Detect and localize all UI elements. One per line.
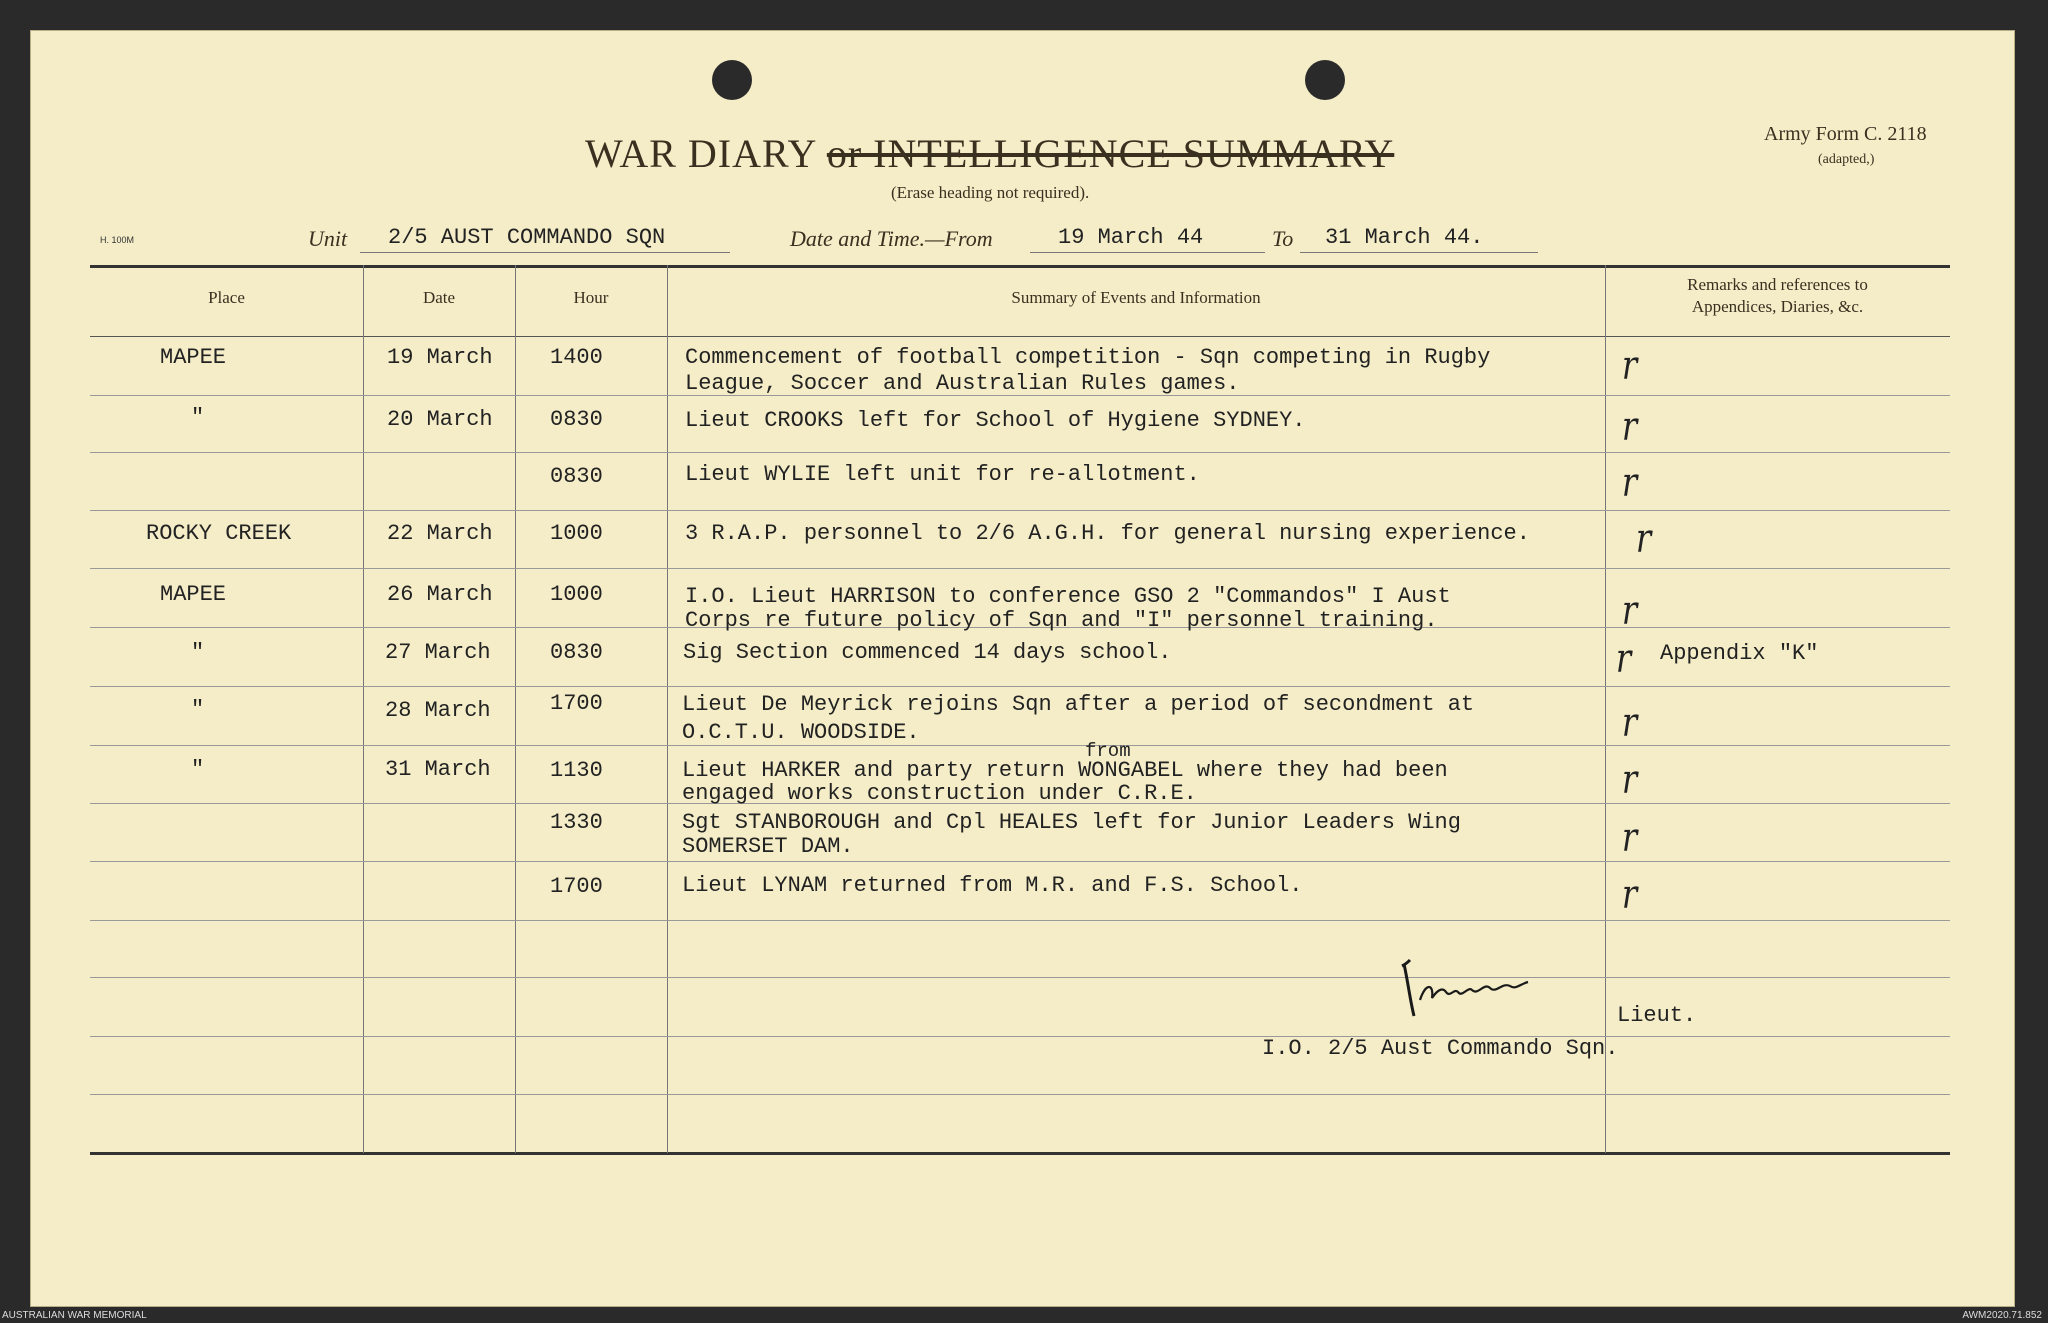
col-header-hour: Hour xyxy=(573,288,609,307)
check-mark: r xyxy=(1615,636,1632,682)
col-header-summary: Summary of Events and Information xyxy=(1011,288,1261,307)
check-mark: r xyxy=(1635,516,1652,562)
unit-label: Unit xyxy=(308,226,348,251)
to-label: To xyxy=(1272,226,1294,251)
hour-cell: 1700 xyxy=(550,874,603,899)
date-cell: 20 March xyxy=(387,407,493,432)
remark-appendix: Appendix "K" xyxy=(1660,641,1819,666)
row-line xyxy=(90,920,1950,921)
row-line xyxy=(90,1094,1950,1095)
summary-line: Sgt STANBOROUGH and Cpl HEALES left for Junior Leaders Wing xyxy=(682,810,1461,835)
title-struck-text: or INTELLIGENCE SUMMARY xyxy=(826,131,1395,176)
col-divider-place xyxy=(363,265,364,1153)
hour-cell: 0830 xyxy=(550,407,603,432)
check-mark: r xyxy=(1621,343,1638,389)
erase-note: (Erase heading not required). xyxy=(891,183,1090,202)
check-mark: r xyxy=(1621,404,1638,450)
punch-hole-right xyxy=(1305,60,1345,100)
date-cell: 26 March xyxy=(387,582,493,607)
summary-line: Lieut LYNAM returned from M.R. and F.S. School. xyxy=(682,873,1303,898)
summary-line: Lieut CROOKS left for School of Hygiene SYDNEY. xyxy=(685,408,1306,433)
print-code: H. 100M xyxy=(100,235,135,245)
hour-cell: 1700 xyxy=(550,691,603,716)
place-cell: MAPEE xyxy=(160,582,227,607)
summary-line: Lieut WYLIE left unit for re-allotment. xyxy=(685,462,1200,487)
check-mark: r xyxy=(1621,872,1638,918)
date-time-label: Date and Time.—From xyxy=(790,226,993,251)
row-line xyxy=(90,510,1950,511)
page-title xyxy=(585,130,1394,177)
hour-cell: 1000 xyxy=(550,582,603,607)
col-divider-summary xyxy=(1605,265,1606,1153)
summary-line: Lieut HARKER and party return WONGABEL where they had been xyxy=(682,758,1448,783)
handwritten-signature xyxy=(1398,952,1558,1022)
summary-line: 3 R.A.P. personnel to 2/6 A.G.H. for general nursing experience. xyxy=(685,521,1530,546)
hour-cell: 1400 xyxy=(550,345,603,370)
footer-source: AUSTRALIAN WAR MEMORIAL xyxy=(2,1310,147,1321)
header-divider xyxy=(90,336,1950,337)
hour-cell: 0830 xyxy=(550,640,603,665)
date-cell: 22 March xyxy=(387,521,493,546)
summary-line: League, Soccer and Australian Rules games. xyxy=(685,371,1240,396)
hour-cell: 0830 xyxy=(550,464,603,489)
summary-line: Sig Section commenced 14 days school. xyxy=(683,640,1172,665)
adapted-note: (adapted,) xyxy=(1818,152,1875,167)
date-cell: 31 March xyxy=(385,757,491,782)
to-date: 31 March 44. xyxy=(1325,225,1484,250)
col-header-place: Place xyxy=(208,288,245,307)
row-line xyxy=(90,745,1950,746)
col-header-remarks-1: Remarks and references to xyxy=(1687,275,1868,294)
check-mark: r xyxy=(1621,588,1638,634)
hour-cell: 1330 xyxy=(550,810,603,835)
row-line xyxy=(90,861,1950,862)
row-line xyxy=(90,568,1950,569)
footer-reference: AWM2020.71.852 xyxy=(1962,1310,2042,1321)
col-divider-date xyxy=(515,265,516,1153)
table-bottom-rule xyxy=(90,1152,1950,1155)
date-cell: 19 March xyxy=(387,345,493,370)
signature-role: I.O. 2/5 Aust Commando Sqn. xyxy=(1262,1036,1619,1061)
summary-line: Lieut De Meyrick rejoins Sqn after a period of secondment at xyxy=(682,692,1475,717)
from-underline xyxy=(1030,252,1265,253)
inserted-word: from xyxy=(1085,740,1131,762)
hour-cell: 1000 xyxy=(550,521,603,546)
check-mark: r xyxy=(1621,757,1638,803)
place-cell: " xyxy=(191,697,205,722)
army-form-number: Army Form C. 2118 xyxy=(1764,123,1927,145)
summary-line: SOMERSET DAM. xyxy=(682,834,854,859)
summary-line: I.O. Lieut HARRISON to conference GSO 2 "Commandos" I Aust xyxy=(685,584,1451,609)
date-cell: 27 March xyxy=(385,640,491,665)
row-line xyxy=(90,977,1950,978)
signature-rank: Lieut. xyxy=(1617,1003,1697,1028)
summary-line: Commencement of football competition - Sqn competing in Rugby xyxy=(685,345,1491,370)
col-divider-hour xyxy=(667,265,668,1153)
from-date: 19 March 44 xyxy=(1058,225,1204,250)
table-top-rule xyxy=(90,265,1950,268)
to-underline xyxy=(1300,252,1538,253)
check-mark: r xyxy=(1621,700,1638,746)
unit-underline xyxy=(360,252,730,253)
place-cell: " xyxy=(191,405,205,430)
hour-cell: 1130 xyxy=(550,758,603,783)
place-cell: MAPEE xyxy=(160,345,227,370)
document-page xyxy=(30,30,2015,1307)
summary-line: engaged works construction under C.R.E. xyxy=(682,781,1197,806)
row-line xyxy=(90,452,1950,453)
title-war-diary: WAR DIARY xyxy=(585,131,816,176)
place-cell: " xyxy=(191,640,205,665)
col-header-remarks-2: Appendices, Diaries, &c. xyxy=(1691,297,1864,316)
col-header-date: Date xyxy=(422,288,456,307)
date-cell: 28 March xyxy=(385,698,491,723)
summary-line: Corps re future policy of Sqn and "I" personnel training. xyxy=(685,608,1438,633)
check-mark: r xyxy=(1621,815,1638,861)
unit-value: 2/5 AUST COMMANDO SQN xyxy=(388,225,666,250)
summary-line: O.C.T.U. WOODSIDE. xyxy=(682,720,920,745)
check-mark: r xyxy=(1621,460,1638,506)
row-line xyxy=(90,686,1950,687)
punch-hole-left xyxy=(712,60,752,100)
place-cell: ROCKY CREEK xyxy=(146,521,292,546)
row-line xyxy=(90,1036,1950,1037)
place-cell: " xyxy=(191,757,205,782)
